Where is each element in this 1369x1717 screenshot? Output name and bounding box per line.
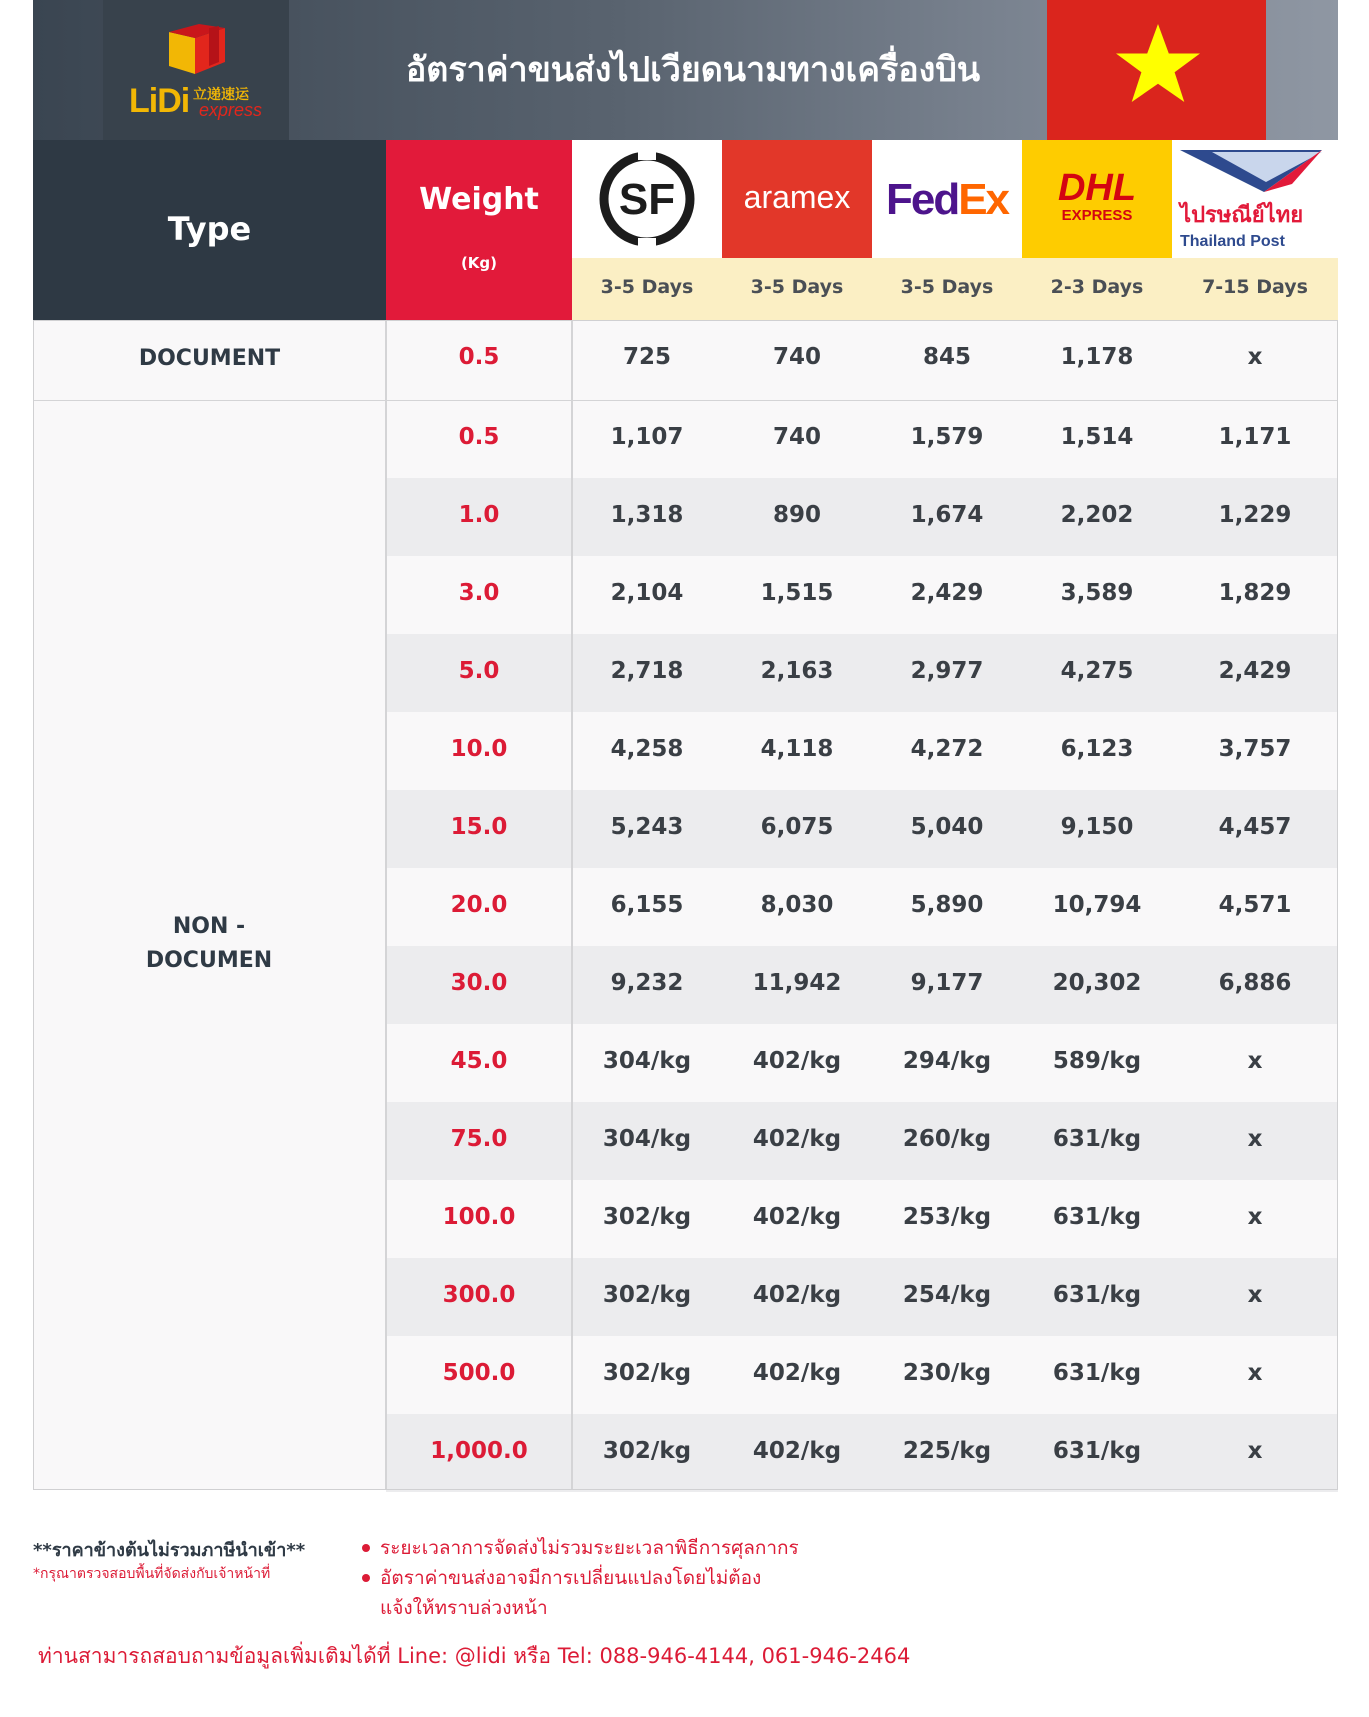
price-cell: 9,150: [1060, 814, 1134, 840]
price-cell: 6,075: [760, 814, 834, 840]
aramex-logo-text: aramex: [743, 179, 851, 215]
bullet-icon: [362, 1544, 370, 1552]
dhl-logo: [1022, 140, 1172, 258]
days-dhl: 2-3 Days: [1050, 276, 1144, 298]
price-cell: 253/kg: [902, 1204, 992, 1230]
days-sf: 3-5 Days: [600, 276, 694, 298]
weight-cell: 30.0: [450, 970, 508, 996]
dhl-logo-subtext: EXPRESS: [1061, 207, 1133, 224]
price-cell: 402/kg: [752, 1126, 842, 1152]
price-cell: 6,886: [1218, 970, 1292, 996]
weight-cell: 3.0: [458, 580, 500, 606]
weight-cell: 10.0: [450, 736, 508, 762]
price-cell: 4,118: [760, 736, 834, 762]
table-row: [386, 1180, 1338, 1258]
cube-icon: [165, 22, 235, 78]
type-header: [33, 140, 386, 320]
weight-cell: 20.0: [450, 892, 508, 918]
price-cell: 2,104: [610, 580, 684, 606]
price-cell: 631/kg: [1052, 1438, 1142, 1464]
table-row: [386, 1024, 1338, 1102]
carrier-sf: [572, 140, 722, 258]
star-icon: [1112, 22, 1204, 112]
table-row: [386, 1258, 1338, 1336]
carrier-dhl: [1022, 140, 1172, 258]
price-cell: 402/kg: [752, 1438, 842, 1464]
note-text: แจ้งให้ทราบล่วงหน้า: [380, 1597, 548, 1619]
weight-header: [386, 140, 572, 320]
price-cell: 1,171: [1218, 424, 1292, 450]
price-cell: 304/kg: [602, 1048, 692, 1074]
price-cell: 845: [922, 344, 971, 370]
fedex-logo: [872, 140, 1022, 258]
days-aramex: 3-5 Days: [750, 276, 844, 298]
price-cell: 4,457: [1218, 814, 1292, 840]
type-header-label: Type: [167, 210, 252, 248]
price-cell: 260/kg: [902, 1126, 992, 1152]
price-cell: 230/kg: [902, 1360, 992, 1386]
weight-cell: 15.0: [450, 814, 508, 840]
weight-cell: 5.0: [458, 658, 500, 684]
non-document-line-1: NON -: [172, 914, 246, 939]
price-cell: 1,515: [760, 580, 834, 606]
sf-logo: [572, 140, 722, 258]
column-divider: [571, 320, 573, 1490]
list-item: [360, 1593, 880, 1623]
weight-cell: 1.0: [458, 502, 500, 528]
days-thailand-post: 7-15 Days: [1202, 276, 1308, 298]
price-cell: 302/kg: [602, 1282, 692, 1308]
carrier-thailand-post: [1172, 140, 1338, 258]
table-row: [386, 634, 1338, 712]
price-cell: 304/kg: [602, 1126, 692, 1152]
price-cell: 6,123: [1060, 736, 1134, 762]
price-cell: 2,977: [910, 658, 984, 684]
price-cell: 740: [772, 344, 821, 370]
lidi-logo: [103, 0, 289, 140]
table-row: [386, 946, 1338, 1024]
price-cell: 225/kg: [902, 1438, 992, 1464]
table-row: [386, 712, 1338, 790]
type-label-non-document: [139, 910, 279, 978]
table-row: [386, 478, 1338, 556]
price-cell: 9,232: [610, 970, 684, 996]
price-cell: 631/kg: [1052, 1282, 1142, 1308]
logo-express: express: [199, 100, 263, 120]
price-cell: 4,258: [610, 736, 684, 762]
price-cell: x: [1247, 1126, 1263, 1152]
weight-cell: 100.0: [442, 1204, 516, 1230]
thailand-post-thai-text: ไปรษณีย์ไทย: [1180, 203, 1304, 228]
thailand-post-logo: [1172, 140, 1338, 258]
bullet-icon: [362, 1574, 370, 1582]
price-cell: x: [1247, 344, 1263, 370]
weight-cell: 500.0: [442, 1360, 516, 1386]
price-cell: 1,514: [1060, 424, 1134, 450]
carrier-aramex: [722, 140, 872, 258]
price-cell: 2,429: [910, 580, 984, 606]
note-text: อัตราค่าขนส่งอาจมีการเปลี่ยนแปลงโดยไม่ต้อง: [380, 1567, 762, 1589]
price-cell: x: [1247, 1282, 1263, 1308]
tax-note: **ราคาข้างต้นไม่รวมภาษีนำเข้า**: [33, 1540, 306, 1561]
rate-table: [33, 140, 1338, 1490]
area-note: *กรุณาตรวจสอบพื้นที่จัดส่งกับเจ้าหน้าที่: [33, 1566, 271, 1582]
table-row: [386, 1414, 1338, 1492]
price-cell: 1,178: [1060, 344, 1134, 370]
price-cell: 1,107: [610, 424, 684, 450]
dhl-logo-text: DHL: [1057, 167, 1137, 209]
thailand-post-en-text: Thailand Post: [1180, 233, 1285, 250]
column-divider: [385, 320, 387, 1490]
price-cell: 4,272: [910, 736, 984, 762]
weight-cell: 1,000.0: [430, 1438, 528, 1464]
price-cell: 20,302: [1052, 970, 1142, 996]
logo-chinese: 立递速运: [193, 87, 249, 103]
price-cell: 1,318: [610, 502, 684, 528]
price-cell: 8,030: [760, 892, 834, 918]
price-cell: 631/kg: [1052, 1204, 1142, 1230]
weight-cell: 0.5: [458, 424, 500, 450]
price-cell: 1,829: [1218, 580, 1292, 606]
price-cell: 302/kg: [602, 1360, 692, 1386]
row-divider: [33, 400, 1338, 401]
sf-logo-text: SF: [618, 175, 676, 224]
price-cell: 11,942: [752, 970, 842, 996]
table-row: [386, 868, 1338, 946]
price-cell: 2,163: [760, 658, 834, 684]
price-cell: 5,890: [910, 892, 984, 918]
price-cell: x: [1247, 1048, 1263, 1074]
price-cell: x: [1247, 1438, 1263, 1464]
weight-cell: 75.0: [450, 1126, 508, 1152]
price-cell: 2,718: [610, 658, 684, 684]
price-cell: x: [1247, 1204, 1263, 1230]
type-cell-non-document: [33, 400, 386, 1490]
table-row: [386, 1336, 1338, 1414]
price-cell: 2,429: [1218, 658, 1292, 684]
fedex-logo-text: FedEx: [885, 175, 1009, 224]
price-cell: 402/kg: [752, 1360, 842, 1386]
price-cell: 3,589: [1060, 580, 1134, 606]
price-cell: 254/kg: [902, 1282, 992, 1308]
price-cell: 3,757: [1218, 736, 1292, 762]
price-cell: 6,155: [610, 892, 684, 918]
page-title: อัตราค่าขนส่งไปเวียดนามทางเครื่องบิน: [405, 50, 981, 90]
weight-unit-label: (Kg): [460, 254, 498, 272]
list-item: [360, 1563, 880, 1593]
price-cell: 631/kg: [1052, 1360, 1142, 1386]
table-row: [386, 320, 1338, 400]
price-cell: 631/kg: [1052, 1126, 1142, 1152]
price-cell: 890: [772, 502, 821, 528]
table-row: [386, 556, 1338, 634]
price-cell: 302/kg: [602, 1438, 692, 1464]
days-fedex: 3-5 Days: [900, 276, 994, 298]
price-cell: 402/kg: [752, 1204, 842, 1230]
header-banner: [33, 0, 1338, 140]
price-cell: 1,674: [910, 502, 984, 528]
notes-list: [360, 1533, 880, 1623]
price-cell: 1,229: [1218, 502, 1292, 528]
price-cell: 740: [772, 424, 821, 450]
price-cell: 4,275: [1060, 658, 1134, 684]
price-cell: 725: [622, 344, 671, 370]
type-cell-document: [33, 320, 386, 401]
price-cell: 589/kg: [1052, 1048, 1142, 1074]
table-row: [386, 790, 1338, 868]
weight-cell: 300.0: [442, 1282, 516, 1308]
list-item: [360, 1533, 880, 1563]
price-cell: x: [1247, 1360, 1263, 1386]
weight-cell: 0.5: [458, 344, 500, 370]
price-cell: 9,177: [910, 970, 984, 996]
contact-info: ท่านสามารถสอบถามข้อมูลเพิ่มเติมได้ที่ Line: @lidi หรือ Tel: 088-946-4144, 061-946-2464: [38, 1644, 911, 1668]
carrier-fedex: [872, 140, 1022, 258]
price-cell: 2,202: [1060, 502, 1134, 528]
table-row: [386, 1102, 1338, 1180]
note-text: ระยะเวลาการจัดส่งไม่รวมระยะเวลาพิธีการศุลกากร: [380, 1537, 799, 1559]
weight-cell: 45.0: [450, 1048, 508, 1074]
price-cell: 10,794: [1052, 892, 1142, 918]
price-cell: 4,571: [1218, 892, 1292, 918]
price-cell: 1,579: [910, 424, 984, 450]
table-row: [386, 400, 1338, 478]
aramex-logo: [722, 140, 872, 258]
weight-header-label: Weight: [419, 182, 539, 217]
price-cell: 402/kg: [752, 1282, 842, 1308]
type-label-document: DOCUMENT: [138, 346, 281, 371]
price-cell: 5,243: [610, 814, 684, 840]
logo-wordmark: LiDi: [129, 82, 190, 120]
vietnam-flag: [1047, 0, 1266, 140]
price-cell: 302/kg: [602, 1204, 692, 1230]
price-cell: 402/kg: [752, 1048, 842, 1074]
price-cell: 5,040: [910, 814, 984, 840]
non-document-line-2: DOCUMEN: [145, 948, 273, 973]
price-cell: 294/kg: [902, 1048, 992, 1074]
delivery-days-row: [572, 258, 1338, 320]
